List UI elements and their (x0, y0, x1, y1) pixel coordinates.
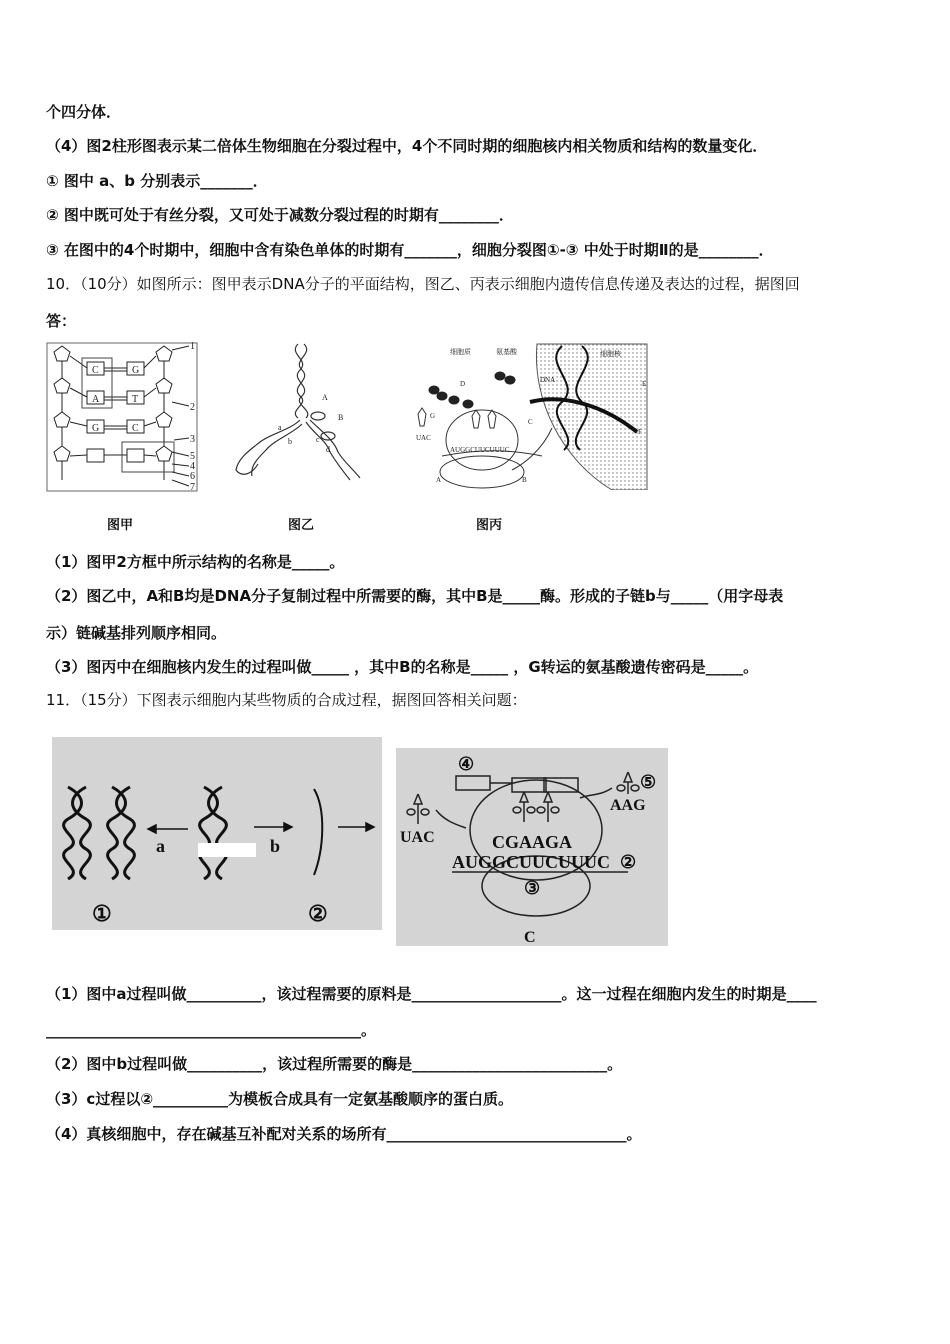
q11-label-b: b (270, 836, 281, 856)
jia-number-4: 4 (190, 461, 195, 472)
jia-number-3: 3 (190, 434, 195, 445)
bing-label-UAC: UAC (416, 434, 431, 442)
fig-jia-dna-structure (44, 340, 204, 495)
q11-circle-1: ① (92, 901, 112, 926)
jia-number-6: 6 (190, 471, 195, 482)
bing-label-DNA: DNA (540, 376, 556, 384)
q9-line-3: ② 图中既可处于有丝分裂，又可处于减数分裂过程的时期有________． (46, 206, 514, 224)
fig-bing-caption: 图丙 (476, 518, 503, 533)
q10-sub-2-line-2: 示）链碱基排列顺序相同。 (46, 624, 227, 642)
q11-circle-2-right: ② (620, 852, 637, 872)
jia-number-1: 1 (190, 341, 195, 352)
q9-line-2: ① 图中 a、b 分别表示_______． (46, 172, 268, 190)
jia-base-left-2: A (92, 394, 100, 405)
q11-stem: 11．（15分）下图表示细胞内某些物质的合成过程，据图回答相关问题： (46, 691, 527, 709)
yi-label-b: b (288, 437, 292, 446)
bing-label-amino-acid: 氨基酸 (496, 348, 517, 356)
q10-stem-line-1: 10．（10分）如图所示：图甲表示DNA分子的平面结构，图乙、丙表示细胞内遗传信息传递及表达的过程，据图回 (46, 275, 800, 293)
yi-label-a: a (278, 423, 282, 432)
jia-base-right-2: T (132, 394, 139, 405)
yi-label-A: A (322, 393, 328, 402)
bing-label-nucleus: 细胞核 (600, 350, 621, 358)
q9-line-1: （4）图2柱形图表示某二倍体生物细胞在分裂过程中，4个不同时期的细胞核内相关物质和结构的数量变化． (46, 137, 768, 155)
q11-circle-3: ③ (524, 878, 541, 898)
q11-sub-1-line-2: __________________________________________。 (46, 1021, 377, 1039)
q11-anticodon-AAG: AAG (610, 797, 646, 814)
q11-sub-1-line-1: （1）图中a过程叫做__________，该过程需要的原料是____________________。这一过程在细胞内发生的时期是____ (46, 985, 817, 1003)
yi-label-d: d (326, 445, 330, 454)
q10-sub-1: （1）图甲2方框中所示结构的名称是_____。 (46, 553, 345, 571)
q11-label-a: a (156, 836, 165, 856)
q11-sub-3: （3）c过程以②__________为模板合成具有一定氨基酸顺序的蛋白质。 (46, 1090, 514, 1108)
jia-base-right-3: C (132, 423, 139, 434)
q11-anticodon-UAC: UAC (400, 829, 435, 846)
bing-label-cytoplasm: 细胞质 (450, 348, 471, 356)
bing-label-mrna: AUGGCUUCUUUC (450, 446, 510, 454)
q11-anticodons-mid: CGAAGA (492, 832, 572, 852)
bing-label-A: A (436, 476, 442, 484)
q11-label-C: C (524, 929, 536, 946)
fig-q11-left (52, 737, 382, 930)
bing-label-D: D (460, 380, 466, 388)
q11-sub-4: （4）真核细胞中，存在碱基互补配对关系的场所有________________________________。 (46, 1125, 642, 1143)
jia-number-7: 7 (190, 482, 195, 493)
bing-label-F: F (638, 428, 642, 436)
q10-stem-line-2: 答： (46, 312, 77, 330)
q9-line-0: 个四分体． (46, 103, 122, 121)
yi-label-c: c (316, 435, 320, 444)
q11-circle-4: ④ (458, 754, 475, 774)
q10-sub-3: （3）图丙中在细胞核内发生的过程叫做_____ ，其中B的名称是_____ ，G转运的氨基酸遗传密码是_____。 (46, 658, 759, 676)
bing-label-C: C (528, 418, 533, 426)
q11-circle-5: ⑤ (640, 772, 657, 792)
jia-base-left-3: G (92, 423, 100, 434)
jia-number-2: 2 (190, 402, 195, 413)
fig-jia-caption: 图甲 (107, 518, 134, 533)
bing-label-G: G (430, 412, 436, 420)
yi-label-B: B (338, 413, 344, 422)
bing-label-E: E (642, 380, 647, 388)
q9-line-4: ③ 在图中的4个时期中，细胞中含有染色单体的时期有_______，细胞分裂图①-③ 中处于时期Ⅱ的是________． (46, 241, 774, 259)
q11-mrna-sequence: AUGGCUUCUUUC (452, 852, 610, 872)
fig-yi-dna-replication (230, 340, 370, 490)
fig-q11-right (396, 748, 668, 946)
bing-label-B: B (522, 476, 527, 484)
fig-yi-caption: 图乙 (288, 518, 315, 533)
jia-base-left-1: C (92, 365, 99, 376)
jia-base-right-1: G (132, 365, 140, 376)
jia-number-5: 5 (190, 451, 195, 462)
q11-circle-2-left: ② (308, 901, 328, 926)
q10-sub-2-line-1: （2）图乙中，A和B均是DNA分子复制过程中所需要的酶，其中B是_____酶。形成的子链b与_____（用字母表 (46, 587, 784, 605)
fig-bing-transcription-translation (412, 340, 652, 490)
q11-sub-2: （2）图中b过程叫做__________，该过程所需要的酶是__________________________。 (46, 1055, 623, 1073)
